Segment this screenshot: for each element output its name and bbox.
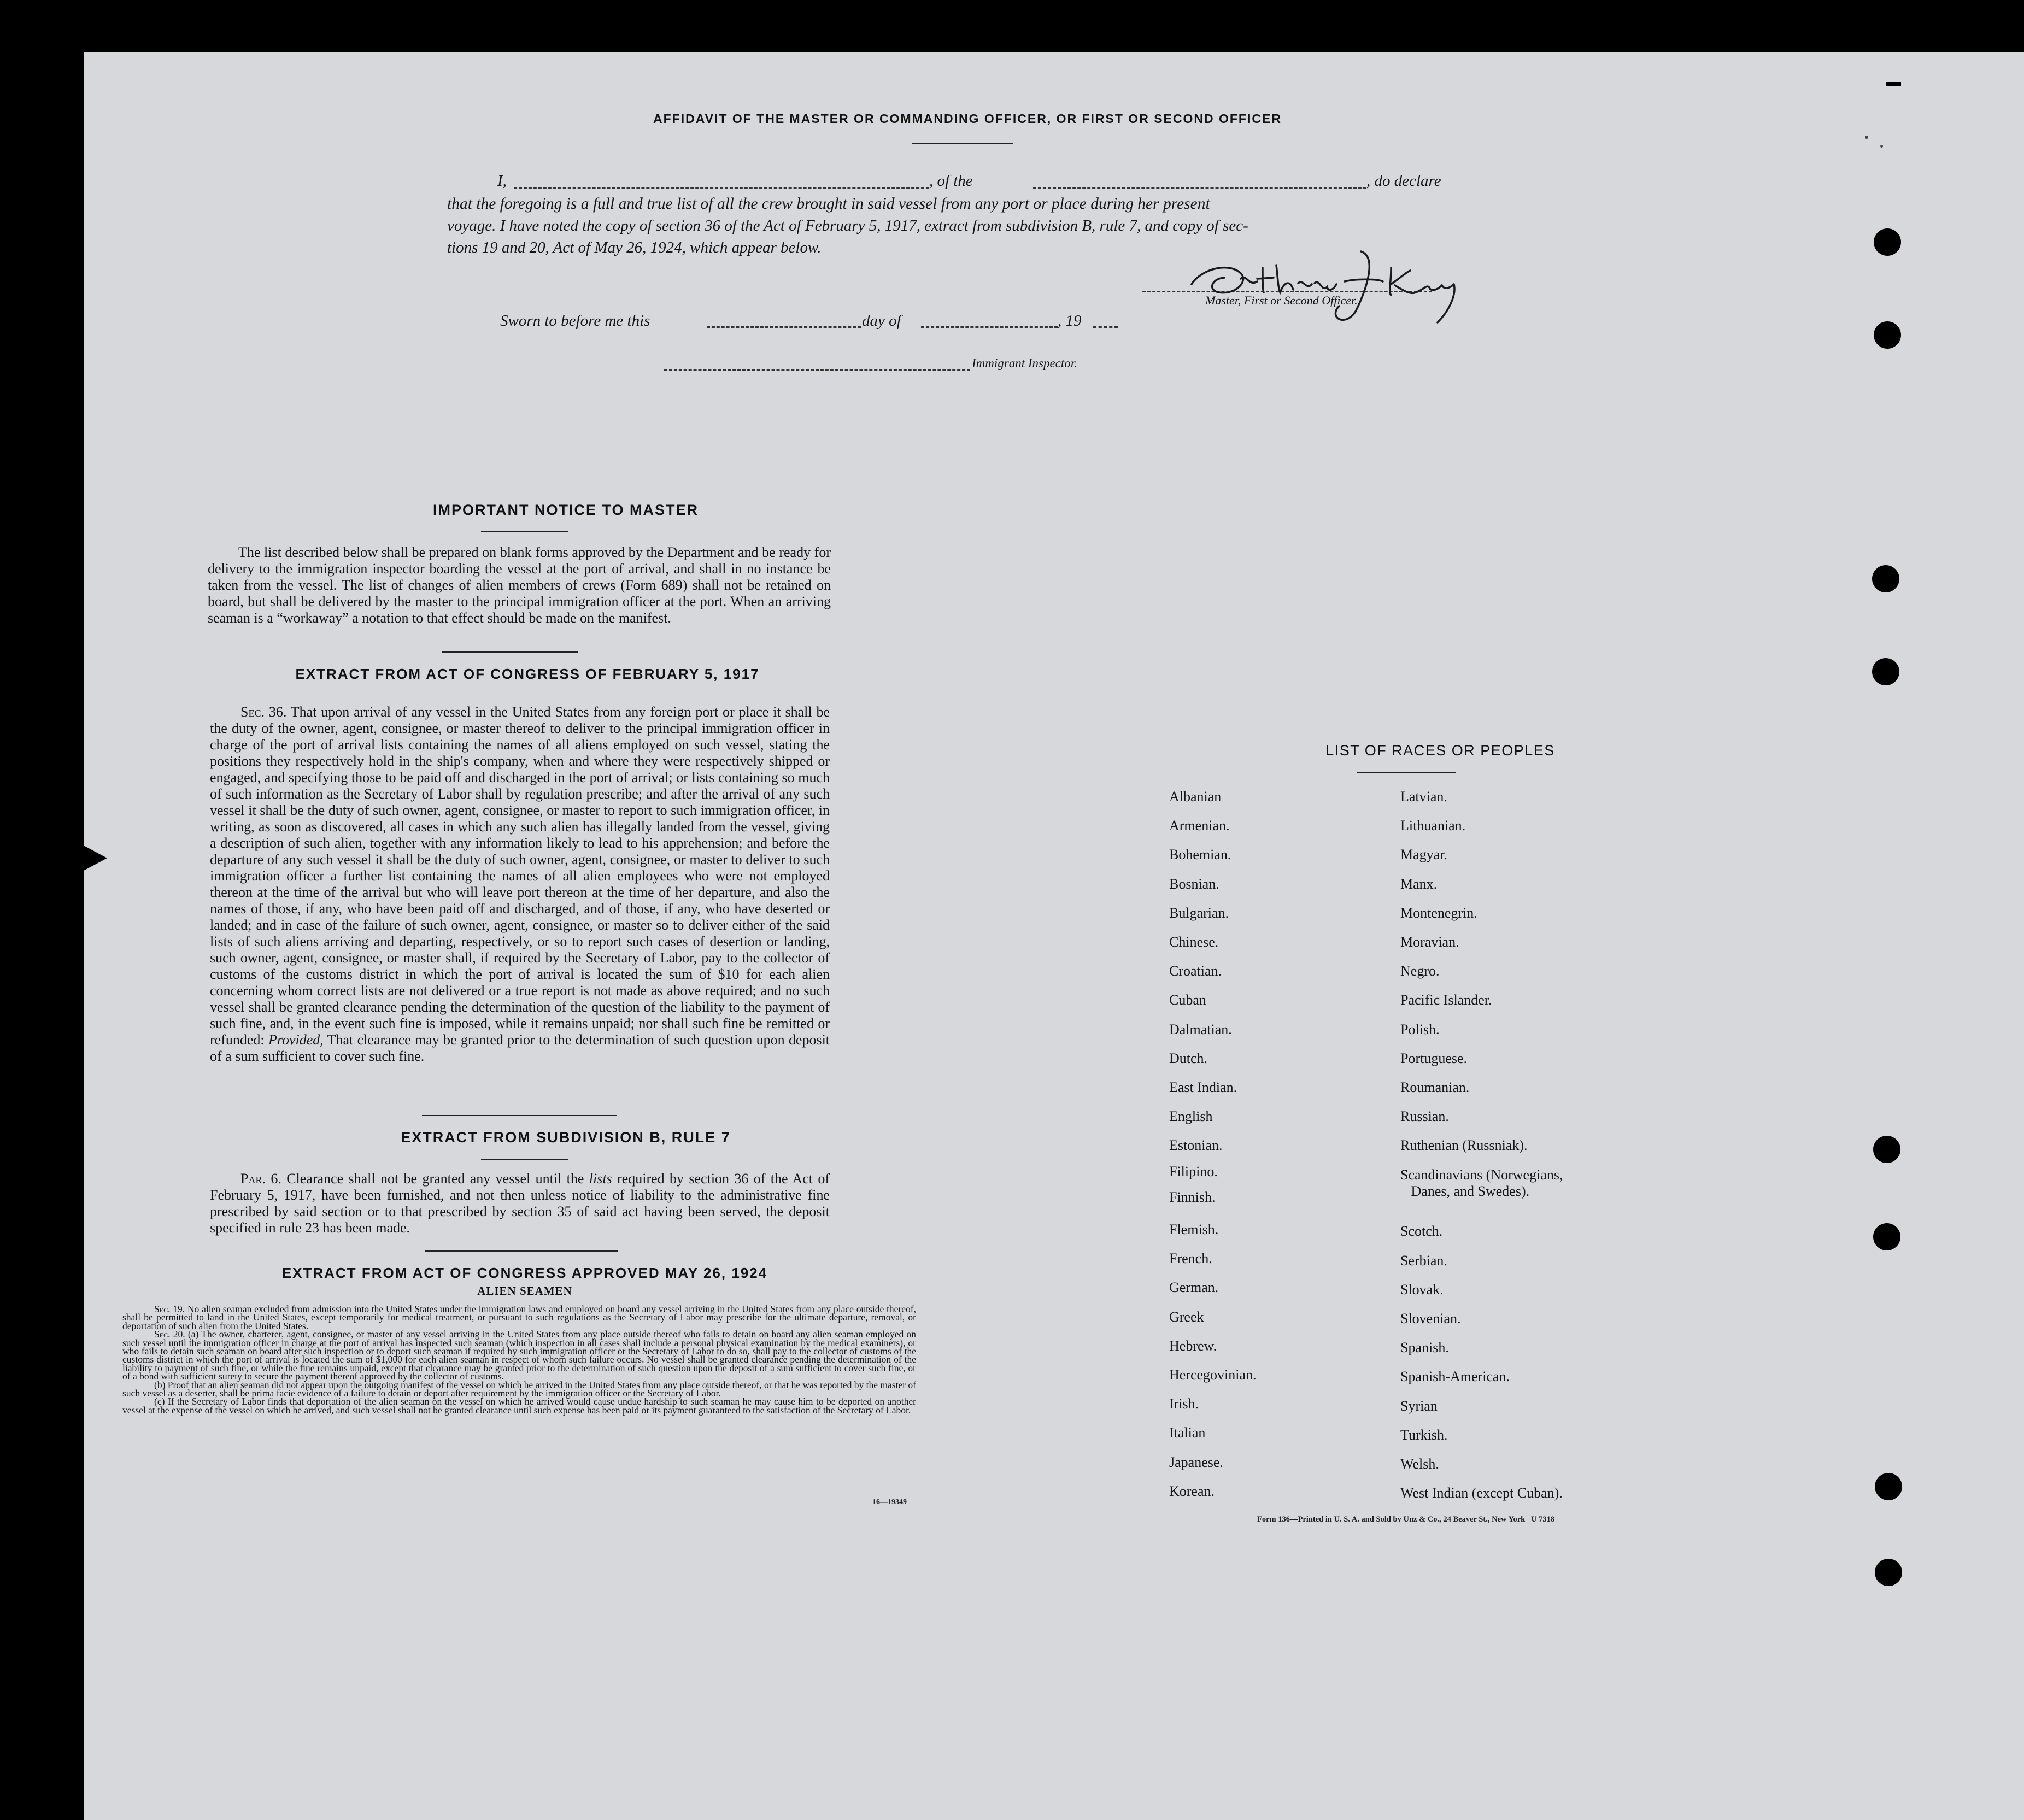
sworn-month-blank[interactable] <box>921 326 1058 328</box>
title-divider <box>912 143 1013 144</box>
proviso-text: That clearance may be granted prior to the determination of such question upon deposit of a sum sufficient to cover such fine. <box>210 1032 830 1064</box>
race-item: Armenian. <box>1169 818 1230 834</box>
race-item: Dutch. <box>1169 1050 1208 1066</box>
race-item: Croatian. <box>1169 963 1222 979</box>
race-item: Negro. <box>1400 963 1440 979</box>
race-item: Albanian <box>1169 789 1222 805</box>
race-item: Lithuanian. <box>1400 818 1466 834</box>
race-item: French. <box>1169 1250 1212 1267</box>
rule-7-text <box>210 1171 830 1236</box>
race-item: Latvian. <box>1400 789 1447 805</box>
race-item: Manx. <box>1400 876 1438 892</box>
scan-speck <box>1865 136 1868 139</box>
torn-edge <box>77 842 107 874</box>
affidavit-line-2: that the foregoing is a full and true list of all the crew brought in said vessel from any port or place during her present <box>447 195 1210 213</box>
extract-1924-text <box>122 1305 916 1414</box>
race-item: Scotch. <box>1400 1223 1443 1240</box>
races-title: LIST OF RACES OR PEOPLES <box>1325 742 1555 759</box>
alien-seamen-subtitle: ALIEN SEAMEN <box>477 1284 572 1298</box>
race-item: East Indian. <box>1169 1079 1237 1095</box>
rule-7-divider <box>481 1159 568 1160</box>
print-code: 16—19349 <box>872 1498 907 1506</box>
signature-caption: Master, First or Second Officer. <box>1205 293 1358 307</box>
notice-divider <box>481 531 568 532</box>
sworn-day-of: day of <box>862 312 901 330</box>
race-item: Dalmatian. <box>1169 1021 1232 1037</box>
notice-title: IMPORTANT NOTICE TO MASTER <box>433 502 699 518</box>
binder-hole <box>1875 1473 1902 1500</box>
handwritten-signature <box>1181 240 1465 333</box>
sec-36-body: That upon arrival of any vessel in the United States from any foreign port or place it shall be the duty of the owner, agent, consignee, or master thereof to deliver to the principal immigration officer in charge of the port of arrival lists containing the names of all aliens employed on such vessel, stating the positions they respectively hold in the ship's company, when and where they were respectively shipped or engaged, and specifying those to be paid off and discharged in the port of arrival; or lists containing so much of such information as the Secretary of Labor shall by regulation prescribe; and after the arrival of any such vessel it shall be the duty of such owner, agent, consignee, or master to report to such immigration officer, in writing, as soon as discovered, all cases in which any such alien has illegally landed from the vessel, giving a description of such alien, together with any information likely to lead to his apprehension; and before the departure of any such vessel it shall be the duty of such owner, agent, consignee, or master to deliver to such immigration officer a further list containing the names of all alien employees who were not employed thereon at the time of the arrival but who will leave port thereon at the time of her departure, and also the names of those, if any, who have been paid off and discharged, and of those, if any, who have deserted or landed; and in case of the failure of such owner, agent, consignee, or master so to deliver either of the said lists of such aliens arriving and departing, respectively, or so to report such cases of desertion or landing, such owner, agent, consignee, or master shall, if required by the Secretary of Labor, pay to the collector of customs of the customs district in which the port of arrival is located the sum of $10 for each alien concerning whom correct lists are not delivered or a true report is not made as above required; and no such vessel shall be granted clearance pending the determination of the question of the liability to the payment of such fine, and, in the event such fine is imposed, while it remains unpaid; nor shall such fine be remitted or refunded: <box>210 704 830 1048</box>
race-item: Polish. <box>1400 1021 1440 1037</box>
sworn-year-blank[interactable] <box>1093 326 1118 328</box>
race-item: German. <box>1169 1279 1219 1296</box>
race-item: Slovenian. <box>1400 1310 1461 1326</box>
binder-hole <box>1872 658 1899 685</box>
race-item: Hebrew. <box>1169 1337 1217 1354</box>
race-item: Spanish-American. <box>1400 1369 1510 1385</box>
race-item: Korean. <box>1169 1483 1215 1499</box>
binder-hole <box>1874 228 1901 256</box>
sec-19-paragraph <box>122 1305 916 1330</box>
extract-1917-text <box>210 704 830 1065</box>
vessel-name-blank[interactable] <box>1033 187 1366 189</box>
races-left-column <box>1169 789 1388 1510</box>
sec-19-label: Sec. 19. <box>154 1304 185 1314</box>
race-item: Hercegovinian. <box>1169 1367 1257 1383</box>
section-divider <box>442 651 578 653</box>
binder-hole <box>1872 565 1899 592</box>
sec-20a-body: (a) The owner, charterer, agent, consignee, or master of any vessel arriving in the United States from any place outside thereof who fails to detain on board any alien seaman employed on such vessel until the immigration officer in charge at the port of arrival has inspected such seaman (which inspection in all cases shall include a personal physical examination by the medical examiners), or who fails to detain such seaman on board after such inspection or to deport such seaman if required by such immigration officer or the Secretary of Labor to do so, shall pay to the collector of customs of the customs district in which the port of arrival is located the sum of $1,000 for each alien seaman in respect of whom such failure occurs. No vessel shall be granted clearance pending the determination of the liability to payment of such fine, or while the fine remains unpaid, except that clearance may be granted prior to the determination of such question upon the deposit of a sum sufficient to cover such fine, or of a bond with sufficient surety to secure the payment thereof approved by the collector of customs. <box>122 1329 916 1382</box>
race-item: Moravian. <box>1400 934 1459 950</box>
race-item: Finnish. <box>1169 1189 1216 1205</box>
race-item: Turkish. <box>1400 1426 1448 1443</box>
form-footer: Form 136—Printed in U. S. A. and Sold by Unz & Co., 24 Beaver St., New York U 7318 <box>1257 1515 1555 1524</box>
proviso-word: Provided, <box>268 1032 324 1048</box>
races-divider <box>1357 772 1456 773</box>
race-item: Slovak. <box>1400 1281 1444 1298</box>
binder-hole <box>1875 1559 1902 1586</box>
race-item: Spanish. <box>1400 1340 1449 1356</box>
affidavit-declaration-line <box>497 172 1481 194</box>
race-item: Japanese. <box>1169 1454 1223 1470</box>
sec-19-body: No alien seaman excluded from admission into the United States under the immigration laws and employed on board any vessel arriving in the United States from any place outside thereof, shall be permitted to land in the United States, except temporarily for medical treatment, or pursuant to such regulations as the Secretary of Labor may prescribe for the ultimate departure, removal, or deportation of such alien from the United States. <box>122 1304 916 1331</box>
race-item: Pacific Islander. <box>1400 992 1492 1008</box>
race-item: Russian. <box>1400 1108 1449 1125</box>
affidavit-declare: , do declare <box>1366 172 1441 190</box>
rule-7-title: EXTRACT FROM SUBDIVISION B, RULE 7 <box>401 1129 731 1146</box>
extract-1924-title: EXTRACT FROM ACT OF CONGRESS APPROVED MAY 26, 1924 <box>281 1265 768 1281</box>
race-item: West Indian (except Cuban). <box>1400 1485 1563 1501</box>
race-item: Chinese. <box>1169 934 1219 950</box>
sec-20a-paragraph <box>122 1330 916 1381</box>
inspector-signature-blank[interactable] <box>664 369 970 371</box>
inspector-caption: Immigrant Inspector. <box>972 356 1077 370</box>
race-item: Ruthenian (Russniak). <box>1400 1137 1528 1154</box>
extract-1917-title: EXTRACT FROM ACT OF CONGRESS OF FEBRUARY 5, 1917 <box>295 666 760 682</box>
race-item: Portuguese. <box>1400 1050 1468 1066</box>
race-item: Roumanian. <box>1400 1079 1470 1095</box>
race-item: Filipino. <box>1169 1163 1218 1179</box>
sworn-year: , 19 <box>1058 312 1082 330</box>
race-item: Magyar. <box>1400 847 1447 863</box>
section-divider <box>422 1115 617 1116</box>
sworn-date-blank[interactable] <box>707 326 861 328</box>
race-item: Greek <box>1169 1308 1204 1325</box>
scan-speck <box>1880 145 1883 148</box>
sworn-line <box>500 312 1211 334</box>
race-item: Welsh. <box>1400 1455 1439 1472</box>
par-6-body-a: Clearance shall not be granted any vessel until the <box>286 1171 584 1187</box>
race-item: English <box>1169 1108 1213 1125</box>
race-item: Italian <box>1169 1425 1206 1441</box>
binder-hole <box>1874 321 1901 349</box>
sec-20c-paragraph: (c) If the Secretary of Labor finds that deportation of the alien seaman on the vessel on which he arrived would cause undue hardship to such seaman he may cause him to be deported on another vessel at the expense of the vessel on which he arrived, and such vessel shall not be granted clearance until such expense has been paid or its payment guaranteed to the satisfaction of the Secretary of Labor. <box>122 1396 916 1416</box>
sec-20b-paragraph: (b) Proof that an alien seaman did not appear upon the outgoing manifest of the vessel on which he arrived in the United States from any place outside thereof, or that he was reported by the master of such vessel as a deserter, shall be prima facie evidence of a failure to detain or deport after requirement by the immigration officer or the Secretary of Labor. <box>122 1379 916 1399</box>
scan-speck <box>1886 82 1901 86</box>
race-item: Serbian. <box>1400 1252 1447 1269</box>
race-item: Montenegrin. <box>1400 905 1477 921</box>
race-item: Bulgarian. <box>1169 905 1229 921</box>
sec-36-label: Sec. 36. <box>240 704 287 720</box>
section-divider <box>425 1250 618 1252</box>
race-item: Estonian. <box>1169 1137 1223 1154</box>
affidavit-title: AFFIDAVIT OF THE MASTER OR COMMANDING OFFICER, OR FIRST OR SECOND OFFICER <box>653 111 1282 126</box>
sec-20-label: Sec. 20. <box>154 1329 185 1340</box>
race-item: Irish. <box>1169 1396 1199 1412</box>
par-6-label: Par. 6. <box>240 1171 281 1187</box>
sworn-prefix: Sworn to before me this <box>500 312 650 330</box>
master-name-blank[interactable] <box>514 187 929 189</box>
affidavit-i: I, <box>497 172 507 190</box>
race-item: Flemish. <box>1169 1222 1219 1237</box>
lists-word: lists <box>589 1171 612 1187</box>
race-item: Bohemian. <box>1169 847 1231 863</box>
race-item: Cuban <box>1169 992 1206 1008</box>
notice-text: The list described below shall be prepared on blank forms approved by the Department and be ready for delivery to the immigration inspector boarding the vessel at the port of arrival, and shall in no instance be taken from the vessel. The list of changes of alien members of crews (Form 689) shall not be retained on board, but shall be delivered by the master to the principal immigration officer at the port. When an arriving seaman is a “workaway” a notation to that effect should be made on the manifest. <box>208 544 831 626</box>
binder-hole <box>1873 1223 1900 1250</box>
race-item: Syrian <box>1400 1398 1438 1414</box>
race-item: Bosnian. <box>1169 876 1219 892</box>
par-6-body-b: required by section 36 of the Act of February 5, 1917, have been furnished, and not then unless notice of liability to the administrative fine prescribed by said section or to that prescribed by section 35 of said act having been served, the deposit specified in rule 23 has been made. <box>210 1171 830 1236</box>
binder-hole <box>1873 1136 1900 1163</box>
race-item: Scandinavians (Norwegians, Danes, and Swedes). <box>1400 1166 1563 1199</box>
affidavit-line-3: voyage. I have noted the copy of section 36 of the Act of February 5, 1917, extract from subdivision B, rule 7, and copy of sec- <box>447 217 1248 234</box>
affidavit-of-the: , of the <box>929 172 973 190</box>
races-right-column <box>1400 789 1674 1510</box>
affidavit-line-4: tions 19 and 20, Act of May 26, 1924, which appear below. <box>447 239 822 256</box>
